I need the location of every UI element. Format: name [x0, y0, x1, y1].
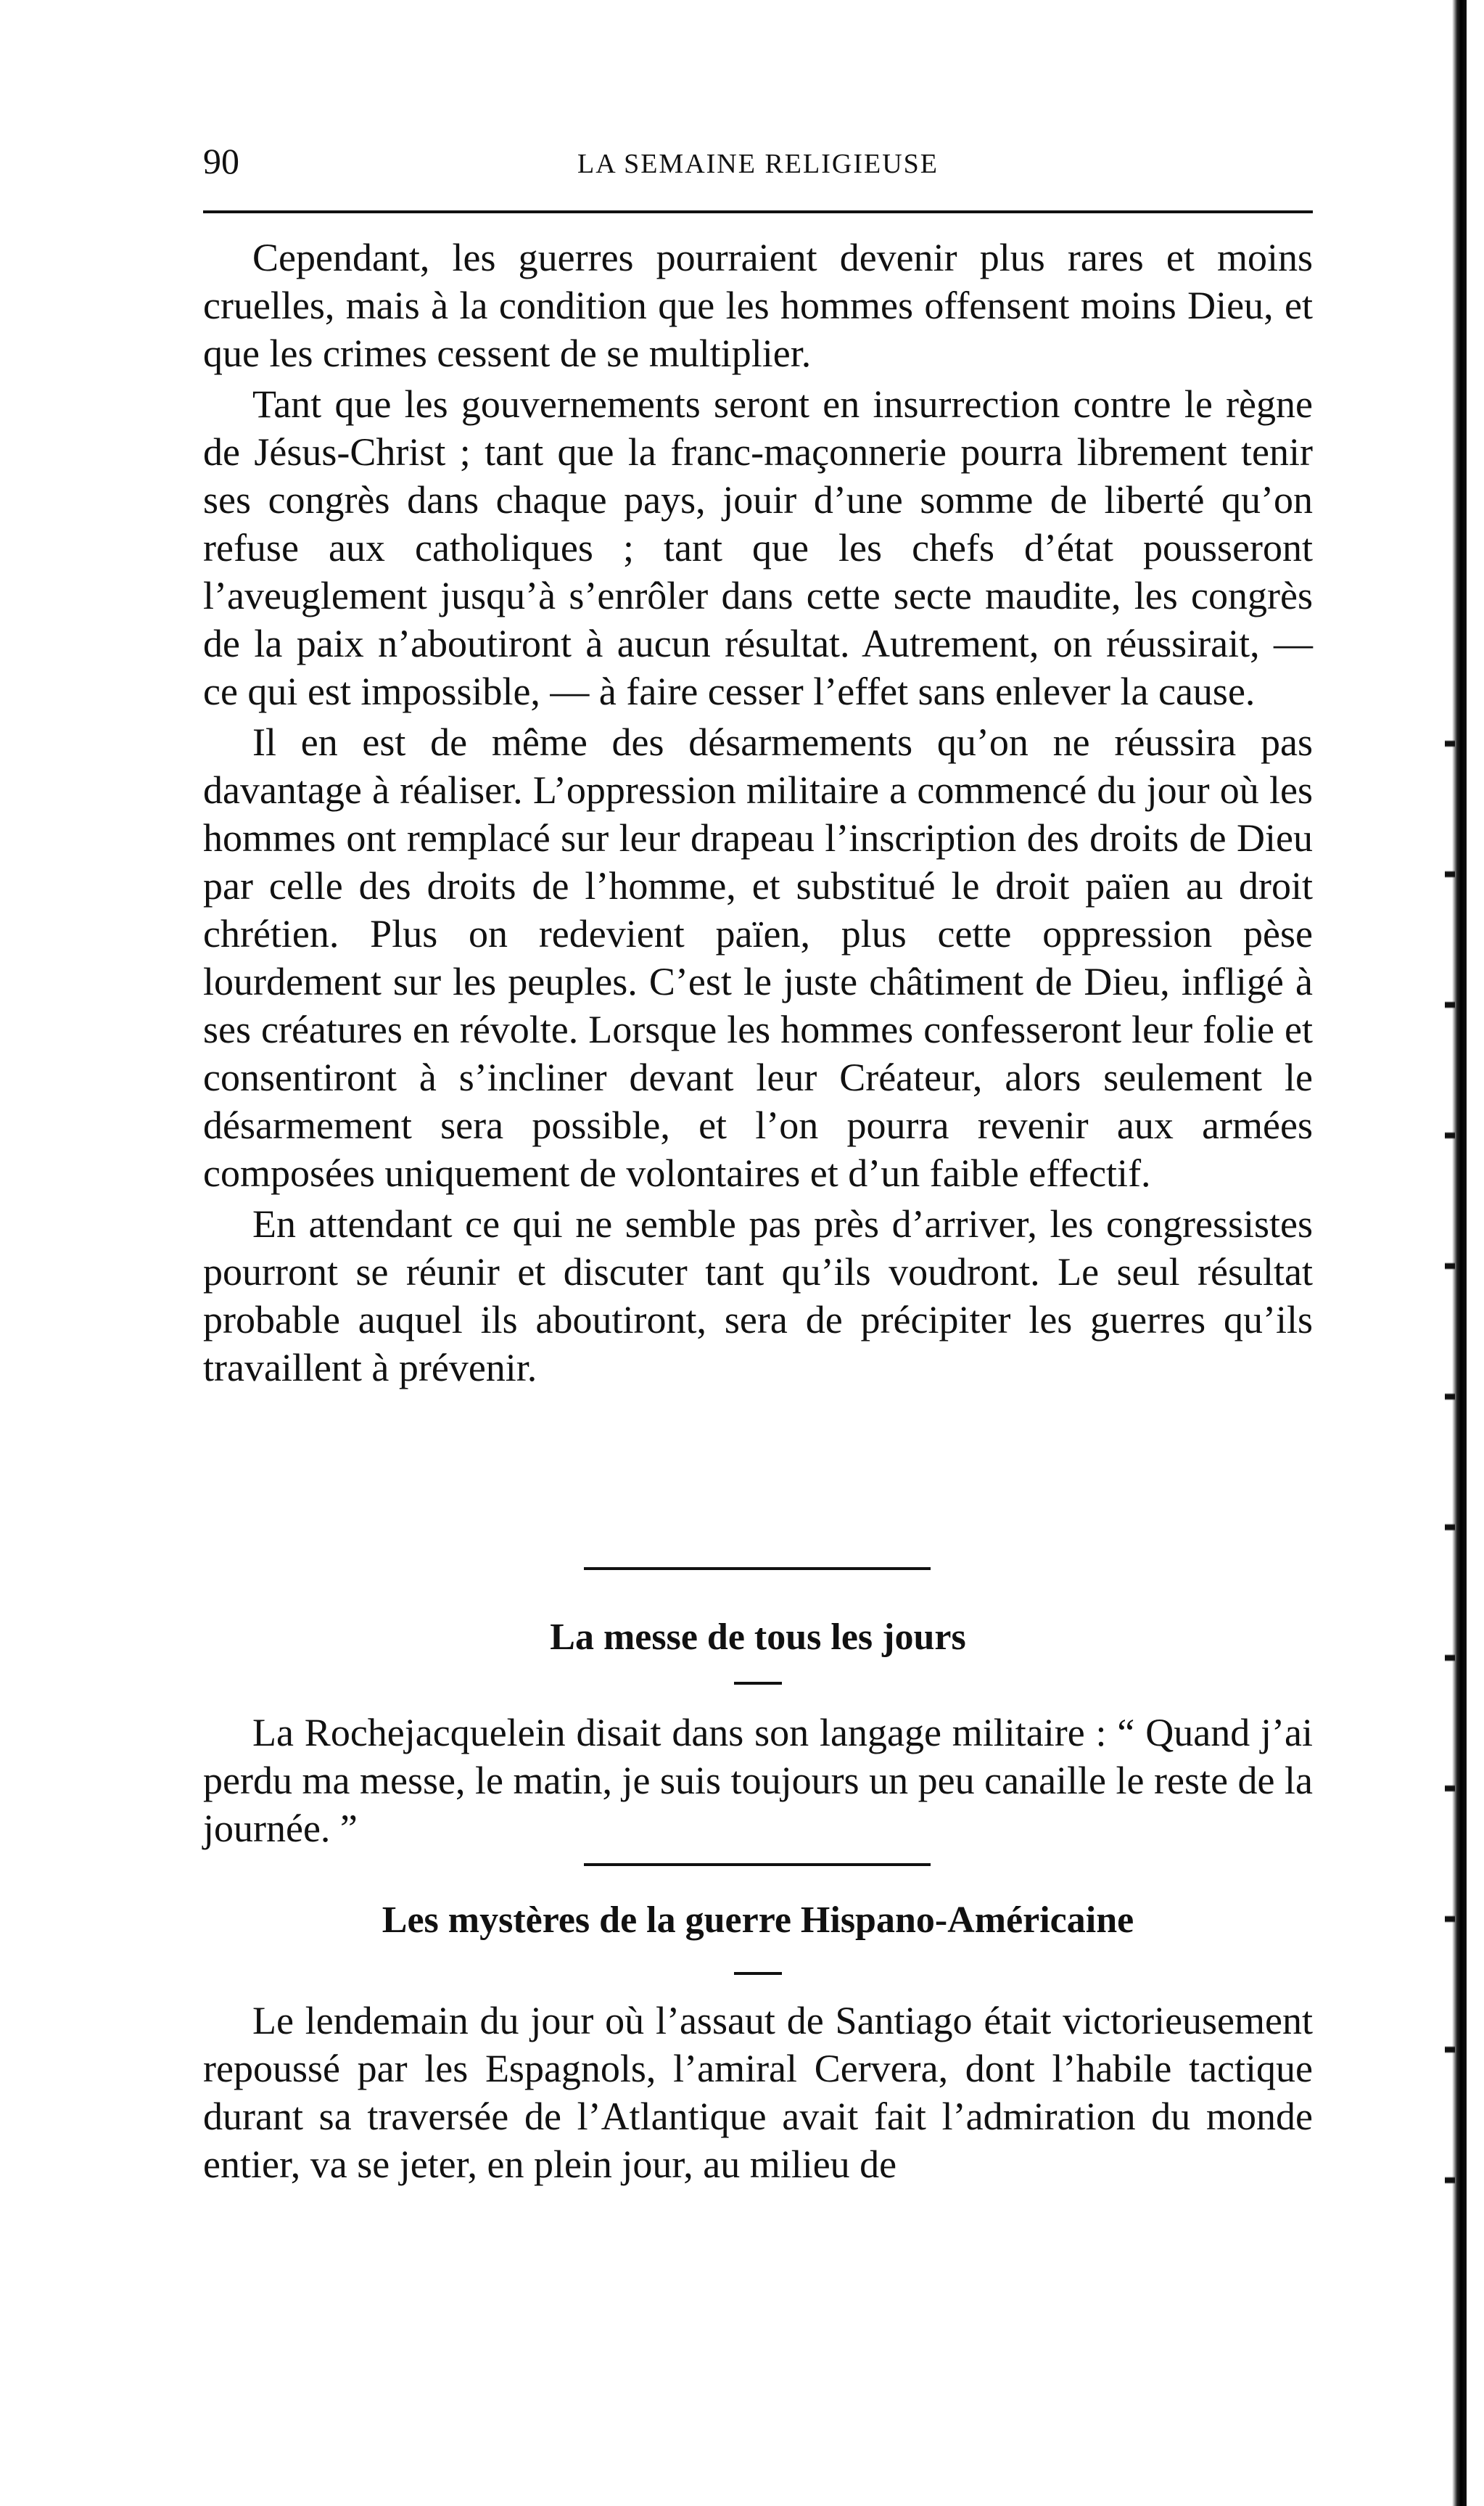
section-divider [584, 1567, 931, 1570]
section-title: Les mystères de la guerre Hispano-Américaine [382, 1899, 1134, 1941]
paragraph: Il en est de même des désarmements qu’on ne réussira pas davantage à réaliser. L’oppression militaire a commencé du jour où les hommes ont remplacé sur leur drapeau l’inscription des droits de Dieu par celle des droits de l’homme, et substitué le droit païen au droit chrétien. Plus on redevient païen, plus cette oppression pèse lourdement sur les peuples. C’est le juste châtiment de Dieu, infligé à ses créatures en révolte. Lorsque les hommes confesseront leur folie et consentiront à s’incliner devant leur Créateur, alors seulement le désarmement sera possible, et l’on pourra revenir aux armées composées uniquement de volontaires et d’un faible effectif. [203, 720, 1313, 1195]
section-body [203, 1997, 1313, 2188]
paragraph: Tant que les gouvernements seront en insurrection contre le règne de Jésus-Christ ; tant que la franc-maçonnerie pourra librement tenir ses congrès dans chaque pays, jouir d’une somme de liberté qu’on refuse aux catholiques ; tant que les chefs d’état pousseront l’aveuglement jusqu’à s’enrôler dans cette secte maudite, les congrès de la paix n’aboutiront à aucun résultat. Autrement, on réussirait, — ce qui est impossible, — à faire cesser l’effet sans enlever la cause. [203, 382, 1313, 713]
paragraph: Cependant, les guerres pourraient devenir plus rares et moins cruelles, mais à la condition que les hommes offensent moins Dieu, et que les crimes cessent de se multiplier. [203, 236, 1313, 375]
header-rule [203, 210, 1313, 213]
section-body [203, 1709, 1313, 1852]
title-dash [734, 1682, 782, 1685]
running-title: LA SEMAINE RELIGIEUSE [577, 149, 939, 179]
paragraph: La Rochejacquelein disait dans son langage militaire : “ Quand j’ai perdu ma messe, le matin, je suis toujours un peu canaille le reste de la journée. ” [203, 1711, 1313, 1850]
paragraph: Le lendemain du jour où l’assaut de Santiago était victorieusement repoussé par les Espagnols, l’amiral Cervera, dont l’habile tactique durant sa traversée de l’Atlantique avait fait l’admiration du monde entier, va se jeter, en plein jour, au milieu de [203, 1999, 1313, 2186]
page-number: 90 [203, 141, 239, 181]
title-dash [734, 1972, 782, 1975]
article-body [203, 234, 1313, 1392]
section-divider [584, 1863, 931, 1866]
paragraph: En attendant ce qui ne semble pas près d’arriver, les congressistes pourront se réunir et discuter tant qu’ils voudront. Le seul résultat probable auquel ils aboutiront, sera de précipiter les guerres qu’ils travaillent à prévenir. [203, 1202, 1313, 1389]
page-header [203, 139, 1313, 190]
binding-marks [1445, 617, 1455, 2285]
section-title: La messe de tous les jours [550, 1616, 966, 1658]
